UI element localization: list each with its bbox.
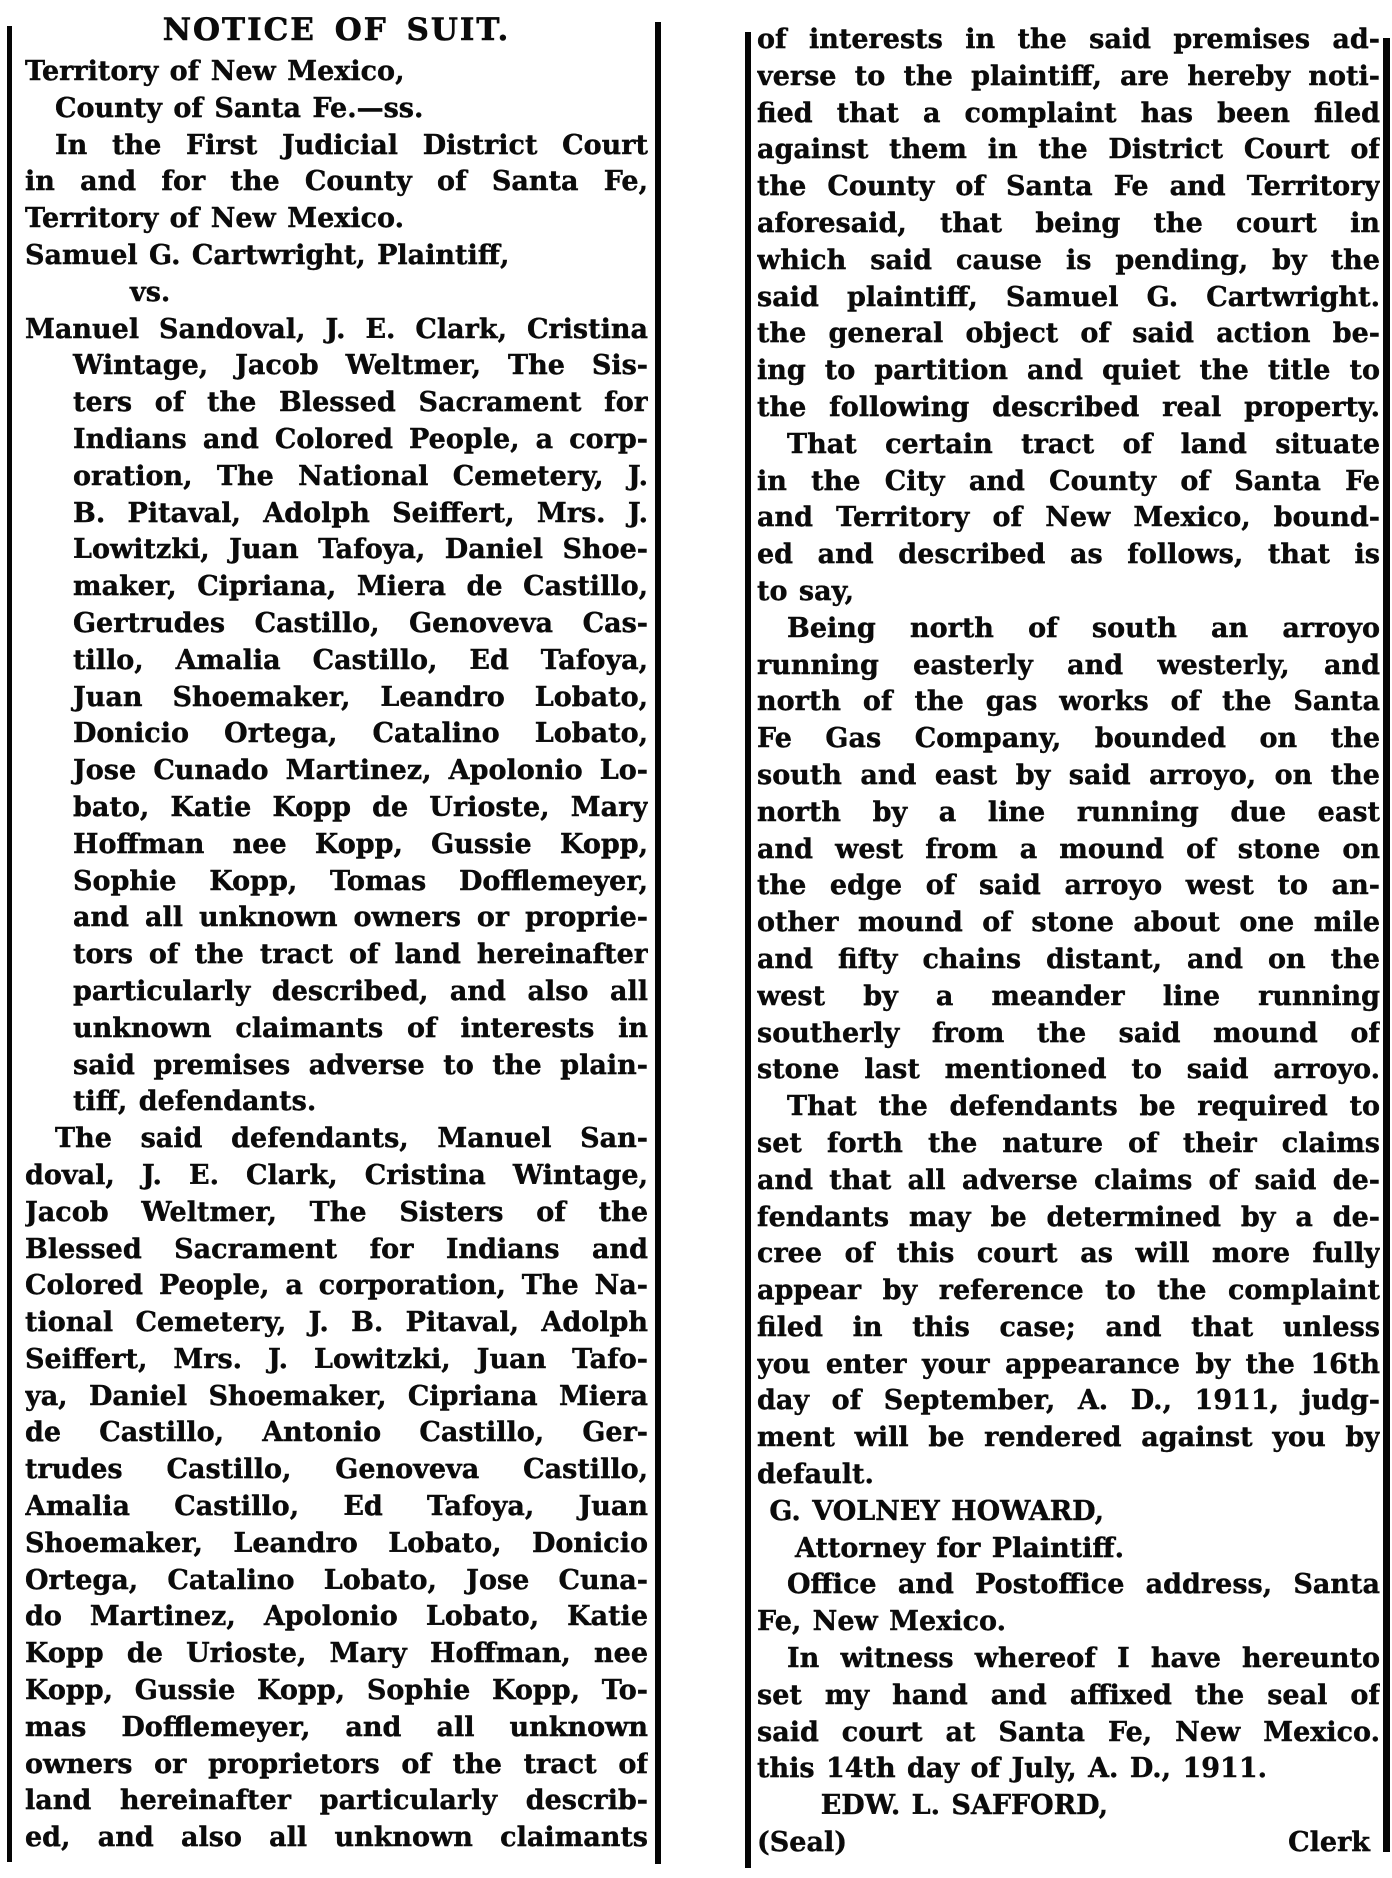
- text-line: appear by reference to the complaint: [757, 1275, 1380, 1307]
- text-line: In witness whereof I have hereunto: [787, 1643, 1380, 1675]
- text-line: unknown claimants of interests in: [73, 1012, 648, 1044]
- text-line: Lowitzki, Juan Tafoya, Daniel Shoe-: [73, 534, 648, 566]
- text-line: the edge of said arroyo west to an-: [757, 870, 1380, 902]
- text-line: Territory of New Mexico,: [25, 56, 405, 87]
- text-line: mas Dofflemeyer, and all unknown: [25, 1711, 648, 1743]
- text-line: land hereinafter particularly describ-: [25, 1785, 648, 1817]
- text-line: In the First Judicial District Court: [55, 129, 648, 161]
- text-line: do Martinez, Apolonio Lobato, Katie: [25, 1601, 648, 1633]
- text-line: Juan Shoemaker, Leandro Lobato,: [73, 681, 648, 713]
- text-line: to say,: [757, 575, 855, 607]
- text-line: the following described real property.: [757, 391, 1380, 423]
- text-line: tors of the tract of land hereinafter: [73, 939, 648, 971]
- text-line: Blessed Sacrament for Indians and: [25, 1233, 648, 1265]
- text-line: running easterly and westerly, and: [757, 649, 1380, 681]
- left-column-lines: [25, 54, 648, 1857]
- text-line: particularly described, and also all: [73, 975, 648, 1007]
- center-divider-rule: [655, 22, 661, 1864]
- text-line: owners or proprietors of the tract of: [25, 1748, 648, 1780]
- text-line: against them in the District Court of: [757, 134, 1380, 166]
- text-line: ed and described as follows, that is: [757, 539, 1380, 571]
- text-line: Manuel Sandoval, J. E. Clark, Cristina: [25, 313, 648, 345]
- text-line: County of Santa Fe.—ss.: [55, 92, 424, 124]
- text-line: fendants may be determined by a de-: [757, 1201, 1380, 1233]
- text-line: said plaintiff, Samuel G. Cartwright.: [757, 281, 1380, 313]
- text-line: ya, Daniel Shoemaker, Cipriana Miera: [25, 1380, 648, 1412]
- text-line: maker, Cipriana, Miera de Castillo,: [73, 571, 648, 603]
- text-line: de Castillo, Antonio Castillo, Ger-: [25, 1417, 648, 1449]
- text-line: said premises adverse to the plain-: [73, 1049, 648, 1081]
- text-line: west by a meander line running: [757, 980, 1380, 1012]
- text-line: Donicio Ortega, Catalino Lobato,: [73, 718, 648, 750]
- text-line: and fifty chains distant, and on the: [757, 943, 1380, 975]
- text-line: Fe Gas Company, bounded on the: [757, 723, 1380, 755]
- text-line: Being north of south an arroyo: [787, 612, 1380, 644]
- text-line: set my hand and affixed the seal of: [757, 1679, 1380, 1711]
- text-line: south and east by said arroyo, on the: [757, 759, 1380, 791]
- text-line: Ortega, Catalino Lobato, Jose Cuna-: [25, 1564, 648, 1596]
- text-line: cree of this court as will more fully: [757, 1238, 1380, 1270]
- text-line: Seiffert, Mrs. J. Lowitzki, Juan Tafo-: [25, 1343, 648, 1375]
- text-line: Amalia Castillo, Ed Tafoya, Juan: [25, 1491, 648, 1523]
- text-line: That the defendants be required to: [787, 1091, 1380, 1123]
- text-line: ing to partition and quiet the title to: [757, 355, 1380, 387]
- text-line: tional Cemetery, J. B. Pitaval, Adolph: [25, 1307, 648, 1339]
- text-line: G. VOLNEY HOWARD,: [769, 1495, 1104, 1527]
- text-line: Kopp de Urioste, Mary Hoffman, nee: [25, 1638, 648, 1670]
- text-line: Territory of New Mexico.: [25, 203, 404, 235]
- text-line: That certain tract of land situate: [787, 428, 1380, 460]
- text-line: day of September, A. D., 1911, judg-: [757, 1385, 1380, 1417]
- right-column-left-rule: [745, 32, 751, 1868]
- text-line: default.: [757, 1459, 874, 1491]
- right-column: [757, 22, 1380, 1862]
- text-line: doval, J. E. Clark, Cristina Wintage,: [25, 1159, 648, 1191]
- text-line: and west from a mound of stone on: [757, 833, 1380, 865]
- text-line: verse to the plaintiff, are hereby noti-: [757, 60, 1380, 92]
- text-line: Kopp, Gussie Kopp, Sophie Kopp, To-: [25, 1675, 648, 1707]
- text-line: Samuel G. Cartwright, Plaintiff,: [25, 239, 510, 271]
- text-line: and that all adverse claims of said de-: [757, 1164, 1380, 1196]
- text-line: set forth the nature of their claims: [757, 1127, 1380, 1159]
- text-line: trudes Castillo, Genoveva Castillo,: [25, 1454, 648, 1486]
- text-line: Jacob Weltmer, The Sisters of the: [25, 1196, 648, 1228]
- seal-label: (Seal): [757, 1827, 847, 1859]
- left-column: [25, 10, 648, 1857]
- text-line: other mound of stone about one mile: [757, 907, 1380, 939]
- text-line: Colored People, a corporation, The Na-: [25, 1270, 648, 1302]
- text-line: Shoemaker, Leandro Lobato, Donicio: [25, 1527, 648, 1559]
- text-line: ed, and also all unknown claimants: [25, 1822, 648, 1854]
- text-line: north of the gas works of the Santa: [757, 686, 1380, 718]
- text-line: oration, The National Cemetery, J.: [73, 460, 648, 492]
- text-line: Sophie Kopp, Tomas Dofflemeyer,: [73, 865, 648, 897]
- text-line: Fe, New Mexico.: [757, 1606, 1006, 1638]
- right-column-lines: [757, 22, 1380, 1862]
- text-line: aforesaid, that being the court in: [757, 207, 1380, 239]
- text-line: of interests in the said premises ad-: [757, 24, 1380, 55]
- text-line: this 14th day of July, A. D., 1911.: [757, 1753, 1268, 1785]
- text-line: tillo, Amalia Castillo, Ed Tafoya,: [73, 644, 648, 676]
- right-edge-column-rule: [1383, 38, 1390, 1852]
- text-line: Gertrudes Castillo, Genoveva Cas-: [73, 607, 648, 639]
- text-line: said court at Santa Fe, New Mexico.: [757, 1716, 1380, 1748]
- text-line: which said cause is pending, by the: [757, 244, 1380, 276]
- text-line: ment will be rendered against you by: [757, 1422, 1380, 1454]
- text-line: southerly from the said mound of: [757, 1017, 1380, 1049]
- text-line: vs.: [130, 276, 171, 308]
- text-line: the general object of said action be-: [757, 318, 1380, 350]
- text-line: EDW. L. SAFFORD,: [820, 1790, 1108, 1822]
- text-line: the County of Santa Fe and Territory: [757, 171, 1380, 203]
- text-line: Wintage, Jacob Weltmer, The Sis-: [73, 350, 648, 382]
- text-line: stone last mentioned to said arroyo.: [757, 1054, 1380, 1086]
- text-line: filed in this case; and that unless: [757, 1311, 1380, 1343]
- text-line: tiff, defendants.: [73, 1086, 317, 1118]
- text-line: bato, Katie Kopp de Urioste, Mary: [73, 791, 648, 823]
- text-line: north by a line running due east: [757, 796, 1380, 828]
- text-line: you enter your appearance by the 16th: [757, 1348, 1380, 1380]
- text-line: Office and Postoffice address, Santa: [787, 1569, 1380, 1601]
- text-line: Jose Cunado Martinez, Apolonio Lo-: [73, 755, 648, 787]
- clerk-label: Clerk: [1288, 1827, 1370, 1859]
- left-edge-column-rule: [7, 26, 12, 1862]
- text-line: in and for the County of Santa Fe,: [25, 166, 648, 198]
- text-line: and Territory of New Mexico, bound-: [757, 502, 1380, 534]
- text-line: and all unknown owners or proprie-: [73, 902, 648, 934]
- text-line: Hoffman nee Kopp, Gussie Kopp,: [73, 828, 648, 860]
- text-line: B. Pitaval, Adolph Seiffert, Mrs. J.: [73, 497, 648, 529]
- text-line: Indians and Colored People, a corp-: [73, 423, 648, 455]
- seal-clerk-line: [757, 1825, 1380, 1862]
- text-line: fied that a complaint has been filed: [757, 97, 1380, 129]
- notice-title: NOTICE OF SUIT.: [162, 12, 511, 48]
- text-line: The said defendants, Manuel San-: [55, 1123, 648, 1155]
- text-line: Attorney for Plaintiff.: [794, 1532, 1124, 1564]
- text-line: ters of the Blessed Sacrament for: [73, 387, 648, 419]
- text-line: in the City and County of Santa Fe: [757, 465, 1380, 497]
